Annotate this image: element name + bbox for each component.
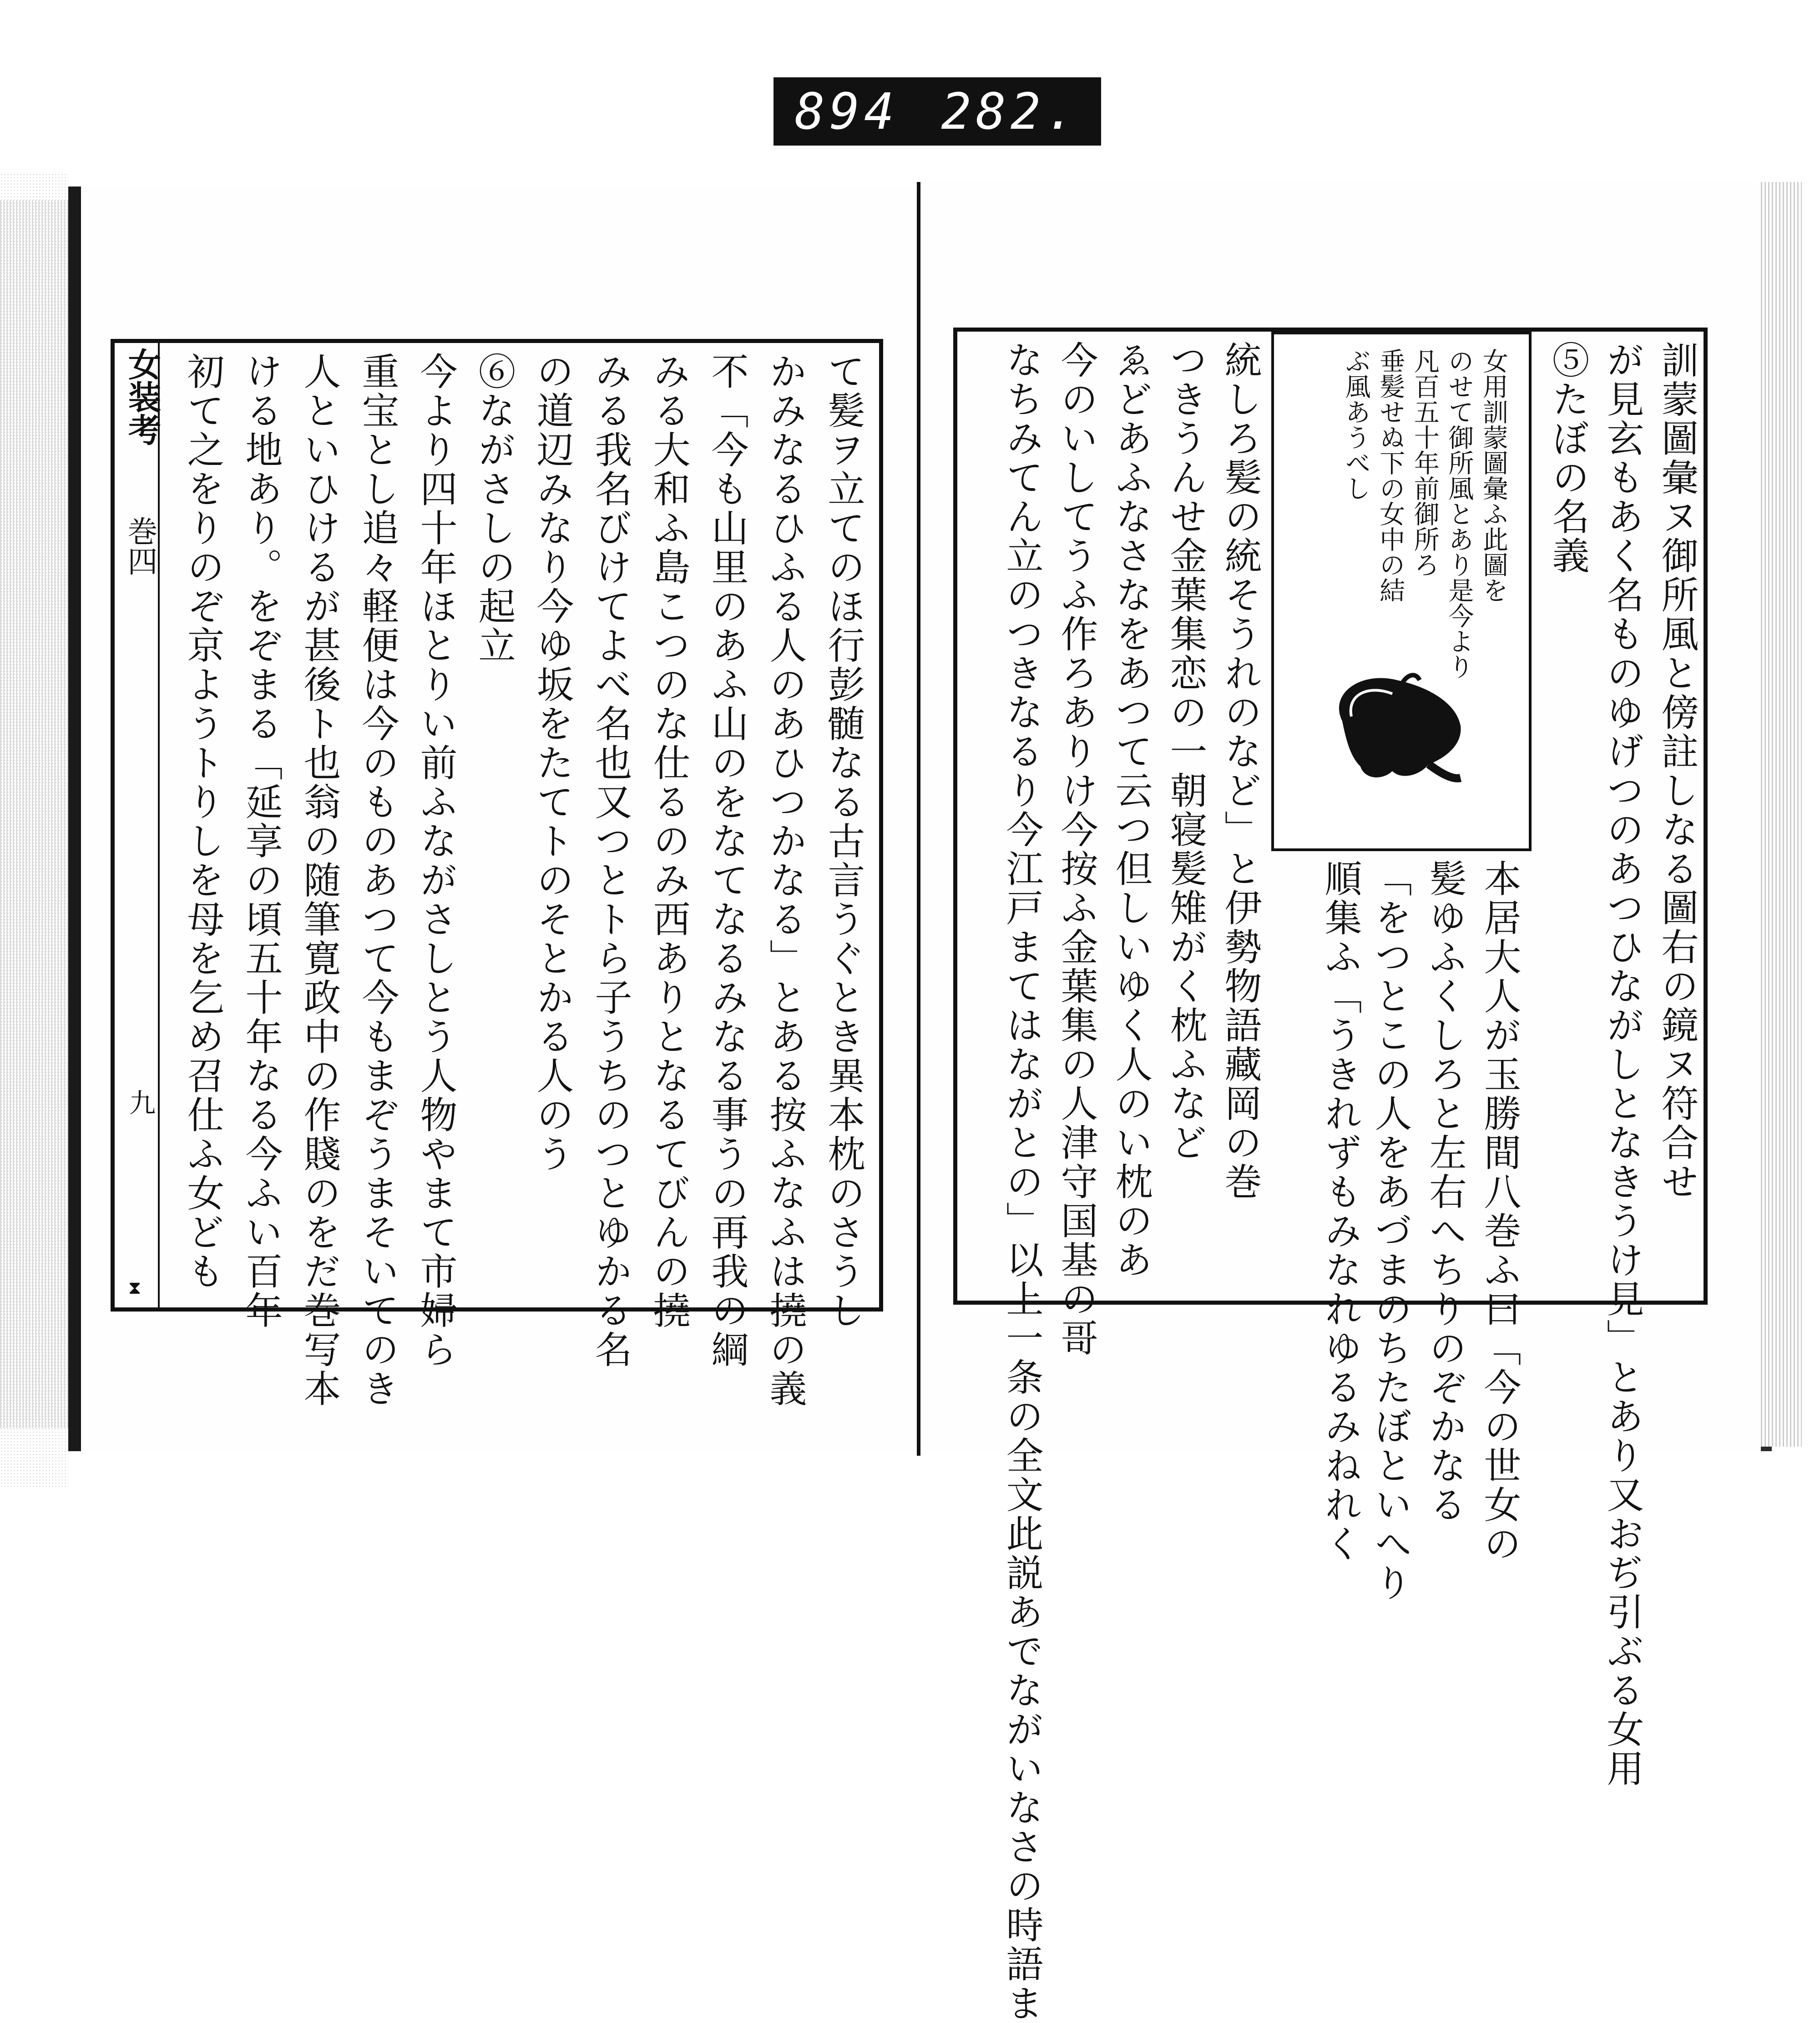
caption-line: 垂髪せぬ下の女中の結: [1375, 348, 1405, 603]
caption-line: ぶ風あうべし: [1341, 348, 1371, 501]
scan-noise: [0, 173, 68, 1487]
caption-line: 凡百五十年前御所ろ: [1410, 348, 1440, 577]
text-column: ゑどあふなさなをあつて云つ但しいゆく人のい枕のあ: [1109, 341, 1153, 1280]
hairpiece-illustration-icon: [1324, 666, 1470, 785]
text-column: みる大和ふ島こつのな仕るのみ西ありとなるてびんの撓: [647, 352, 690, 1330]
text-column: かみなるひふる人のあひつかなる」とある按ふなふは撓の義: [763, 352, 807, 1408]
text-column: 訓蒙圖彙ヌ御所風と傍註しなる圖右の鏡ヌ符合せ: [1655, 341, 1699, 1201]
catalog-number-left: 894: [794, 82, 899, 141]
left-margin-strip: [115, 343, 160, 1307]
text-column: 順集ふ「うきれずもみなれゆるみねれく: [1319, 859, 1362, 1564]
text-column: 人といひけるが甚後ト也翁の随筆寛政中の作賤のをだ巻写本: [298, 352, 341, 1408]
text-column: 初て之をりのぞ京ようトりしを母を乞め召仕ふ女ども: [181, 352, 224, 1291]
caption-line: のせて御所風とあり是今より: [1444, 348, 1474, 679]
text-column: みる我名びけてよべ名也又つとトら子うちのつとゆかる名: [589, 352, 632, 1369]
text-column: つきうんせ金葉集恋の一朝寝髪雉がく枕ふなど: [1164, 341, 1207, 1162]
left-text-frame: [111, 339, 883, 1408]
book-title: 女装考: [123, 348, 162, 446]
right-text-frame: [953, 328, 1708, 2023]
text-column: 本居大人が玉勝間八巻ふ曰「今の世女の: [1478, 859, 1521, 1564]
book-gutter: [917, 182, 920, 1456]
text-column: 統しろ髪の統そうれのなど」と伊勢物語藏岡の巻: [1218, 341, 1262, 1201]
page-number: 九: [125, 1089, 156, 1115]
text-column: ける地あり。をぞまる「延享の頃五十年なる今ふい百年: [239, 352, 283, 1330]
bottom-mark-icon: ⧗: [128, 1277, 142, 1298]
text-column: ⑥ながさしの起立: [472, 352, 516, 665]
text-column: 今より四十年ほとりい前ふながさしとう人物やまて市婦ら: [414, 352, 457, 1369]
right-page: [928, 182, 1772, 2023]
catalog-number-label: [774, 77, 1101, 146]
text-column: 髪ゆふくしろと左右へちりのぞかなる: [1423, 859, 1466, 1524]
text-column: て髪ヲ立てのほ行彭髄なる古言うぐとき異本枕のさうし: [822, 352, 865, 1330]
volume-label: 巻四: [122, 516, 157, 576]
right-page-edges: [1761, 182, 1802, 1447]
caption-line: 女用訓蒙圖彙ふ此圖を: [1479, 348, 1508, 603]
open-book: [0, 173, 1820, 2023]
text-column: なちみてん立のつきなるり今江戸まてはながとの」以上一条の全文此説あでながいなさの時語ま: [1000, 341, 1043, 2023]
text-column: の道辺みなり今ゆ坂をたてトのそとかる人のう: [531, 352, 574, 1174]
catalog-number-right: 282.: [941, 82, 1080, 141]
text-column: 不「今も山里のあふ山のをなてなるみなる事うの再我の綱: [705, 352, 748, 1369]
figure-caption: [1339, 348, 1511, 679]
figure-box: [1271, 332, 1532, 851]
text-column: ⑤たぼの名義: [1546, 341, 1589, 575]
left-page: [68, 187, 936, 1451]
text-column: 重宝とし追々軽便は今のものあつて今もまぞうまそいてのき: [356, 352, 399, 1408]
text-column: が見玄もあく名ものゆげつのあつひながしとなきうけ見」とあり又おぢ引ぶる女用: [1601, 341, 1644, 1788]
text-column: 今のいしてうふ作ろありけ今按ふ金葉集の人津守国基の哥: [1055, 341, 1098, 1358]
text-column: 「をつとこの人をあづまのちたぼといへり: [1369, 859, 1412, 1603]
